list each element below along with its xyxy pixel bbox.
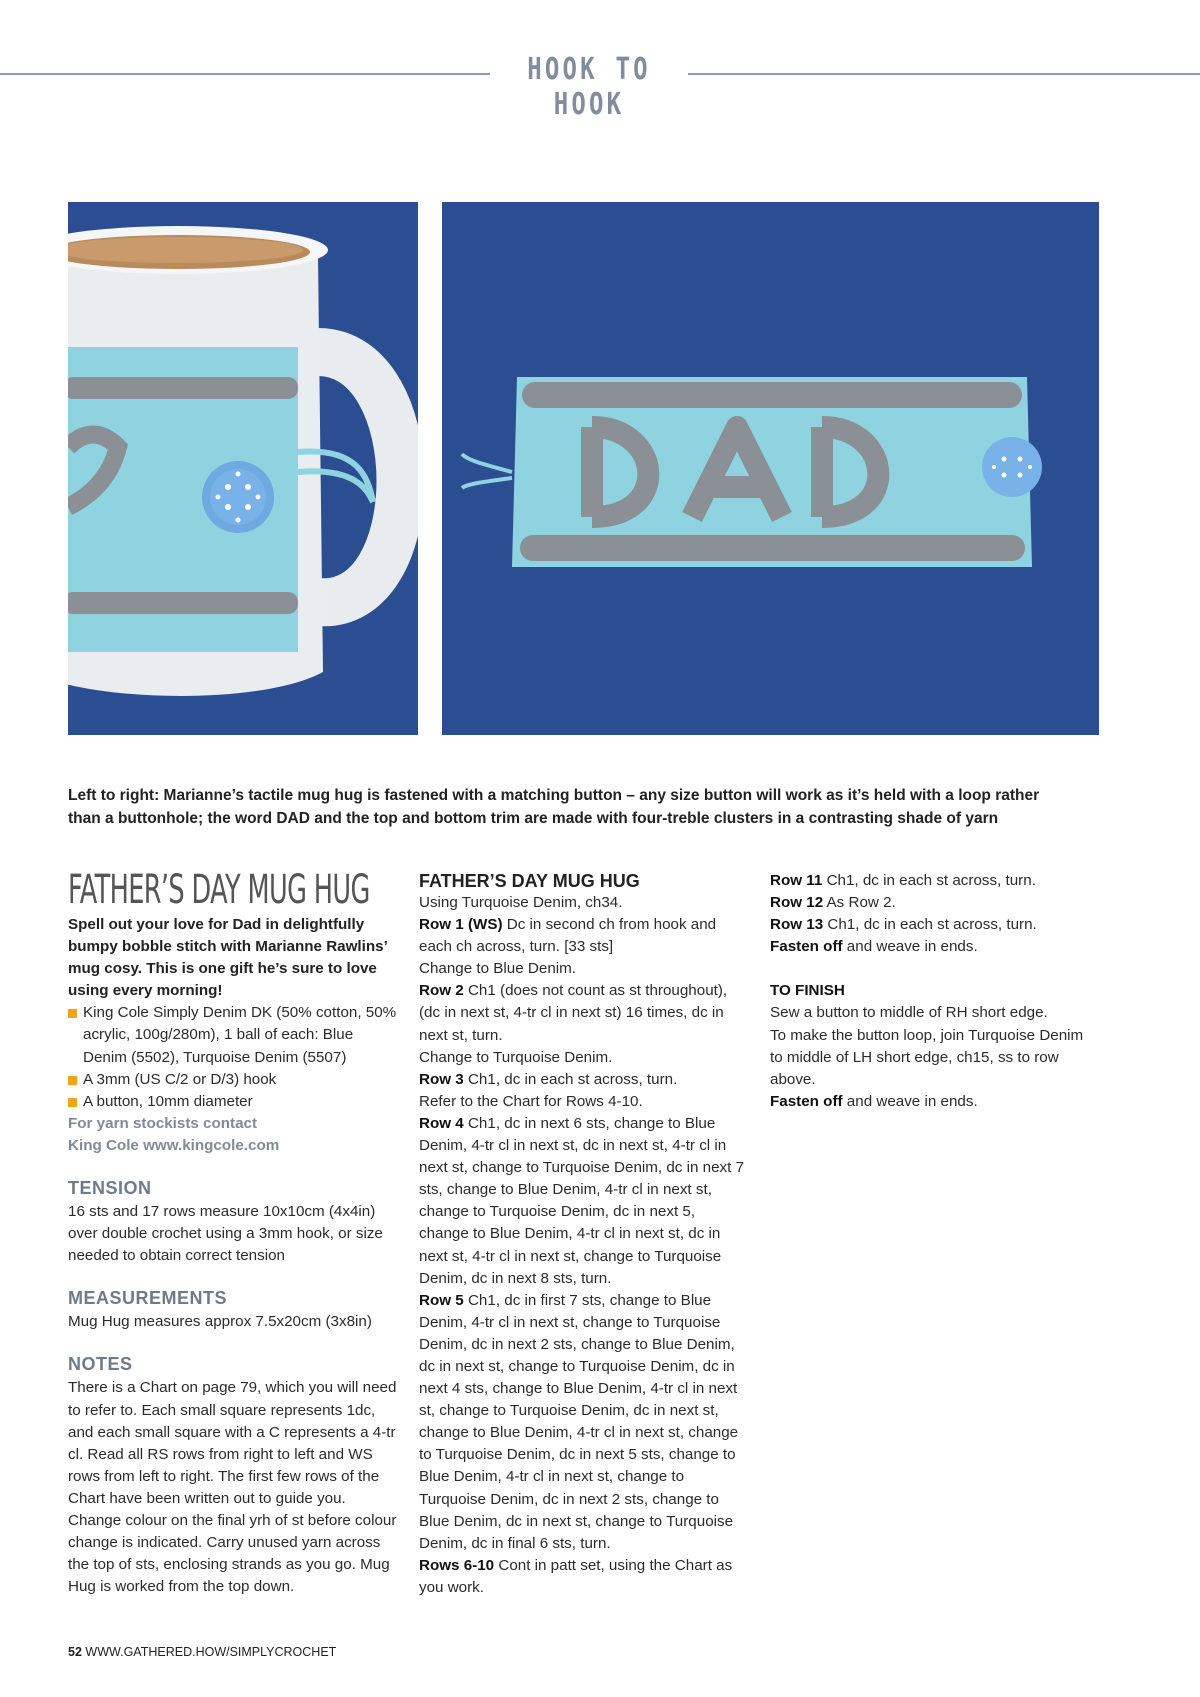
row-12: Row 12 As Row 2. [770, 894, 896, 912]
row-11: Row 11 Ch1, dc in each st across, turn. [770, 872, 1036, 889]
finish-step: Sew a button to middle of RH short edge. [770, 1004, 1048, 1022]
finish-heading: TO FINISH [770, 982, 845, 1000]
page-footer [68, 1645, 336, 1659]
page-number: 52 [68, 1645, 82, 1659]
left-column [68, 867, 398, 1598]
start-instruction: Using Turquoise Denim, ch34. [419, 894, 623, 911]
colour-change: Change to Turquoise Denim. [419, 1048, 613, 1066]
header-rule-right [688, 73, 1200, 75]
tension-text: 16 sts and 17 rows measure 10x10cm (4x4in) over double crochet using a 3mm hook, or size needed to obtain correct tension [68, 1203, 383, 1265]
row-2: Row 2 Ch1 (does not count as st throughout), (dc in next st, 4-tr cl in next st) 16 times, dc in next st, turn. [419, 982, 728, 1044]
measurements-text: Mug Hug measures approx 7.5x20cm (3x8in) [68, 1313, 372, 1331]
pattern-heading: FATHER’S DAY MUG HUG [419, 871, 640, 891]
chart-reference: Refer to the Chart for Rows 4-10. [419, 1092, 643, 1110]
bullet-square-icon [68, 1098, 77, 1107]
pattern-title: FATHER’S DAY MUG HUG [68, 867, 370, 913]
bullet-square-icon [68, 1076, 77, 1085]
tension-heading: TENSION [68, 1178, 152, 1199]
rows-6-10: Rows 6-10 Cont in patt set, using the Chart as you work. [419, 1556, 733, 1596]
row-1: Row 1 (WS) Dc in second ch from hook and each ch across, turn. [33 sts] [419, 916, 717, 956]
row-13: Row 13 Ch1, dc in each st across, turn. [770, 916, 1037, 934]
intro-text: Spell out your love for Dad in delightfully bumpy bobble stitch with Marianne Rawlins’ mug cosy. This is one gift he’s sure to love using every morning! [68, 916, 387, 1000]
middle-column [419, 870, 749, 1599]
row-4: Row 4 Ch1, dc in next 6 sts, change to Blue Denim, 4-tr cl in next st, dc in next st, 4-tr cl in next st, change to Turquoise Denim, dc in next 7 sts, change to Blue Denim, 4-tr cl in next st, change to Turquoise Denim, dc in next 5, change to Blue Denim, 4-tr cl in next st, dc in next st, 4-tr cl in next st, change to Turquoise Denim, dc in next 8 sts, turn. [419, 1114, 745, 1287]
finish-step: To make the button loop, join Turquoise Denim to middle of LH short edge, ch15, ss to row above. [770, 1026, 1084, 1088]
header-rule-left [0, 73, 490, 75]
row-3: Row 3 Ch1, dc in each st across, turn. [419, 1070, 678, 1088]
stockist-line: For yarn stockists contact [68, 1114, 258, 1132]
notes-heading: NOTES [68, 1354, 133, 1375]
footer-url[interactable]: WWW.GATHERED.HOW/SIMPLYCROCHET [85, 1645, 337, 1659]
fasten-off: Fasten off and weave in ends. [770, 1092, 978, 1110]
bullet-square-icon [68, 1009, 77, 1018]
photo-caption: Left to right: Marianne’s tactile mug hug is fastened with a matching button – any size button will work as it’s held with a loop rather than a buttonhole; the word DAD and the top and bottom trim are made with four-treble clusters in a contrasting shade of yarn [68, 787, 1040, 827]
measurements-heading: MEASUREMENTS [68, 1288, 228, 1309]
flat-hug-photo [442, 202, 1099, 735]
mug-photo [68, 202, 418, 735]
stockist-link[interactable]: King Cole www.kingcole.com [68, 1136, 280, 1154]
colour-change: Change to Blue Denim. [419, 960, 577, 978]
material-item: A 3mm (US C/2 or D/3) hook [68, 1069, 398, 1091]
section-title: HOOK TO HOOK [527, 52, 651, 122]
fasten-off: Fasten off and weave in ends. [770, 938, 978, 956]
notes-text: There is a Chart on page 79, which you will need to refer to. Each small square represents 1dc, and each small square with a C represents a 4-tr cl. Read all RS rows from right to left and WS rows from left to right. The first few rows of the Chart have been written out to guide you. Change colour on the final yrh of st before colour change is indicated. Carry unused yarn across the top of sts, enclosing strands as you go. Mug Hug is worked from the top down. [68, 1379, 397, 1596]
material-item: A button, 10mm diameter [68, 1091, 398, 1113]
right-column [770, 870, 1100, 1113]
spacer [770, 958, 1100, 980]
row-5: Row 5 Ch1, dc in first 7 sts, change to Blue Denim, 4-tr cl in next st, change to Turquoise Denim, dc in next 2 sts, change to Blue Denim, dc in next st, change to Turquoise Denim, dc in next 4 sts, change to Blue Denim, 4-tr cl in next st, change to Turquoise Denim, dc in next st, change to Blue Denim, 4-tr cl in next st, change to Turquoise Denim, dc in next 5 sts, change to Blue Denim, 4-tr cl in next st, change to Turquoise Denim, dc in next 2 sts, change to Blue Denim, dc in next st, change to Turquoise Denim, dc in final 6 sts, turn. [419, 1291, 739, 1552]
material-item: King Cole Simply Denim DK (50% cotton, 50% acrylic, 100g/280m), 1 ball of each: Blue Denim (5502), Turquoise Denim (5507) [68, 1002, 398, 1068]
